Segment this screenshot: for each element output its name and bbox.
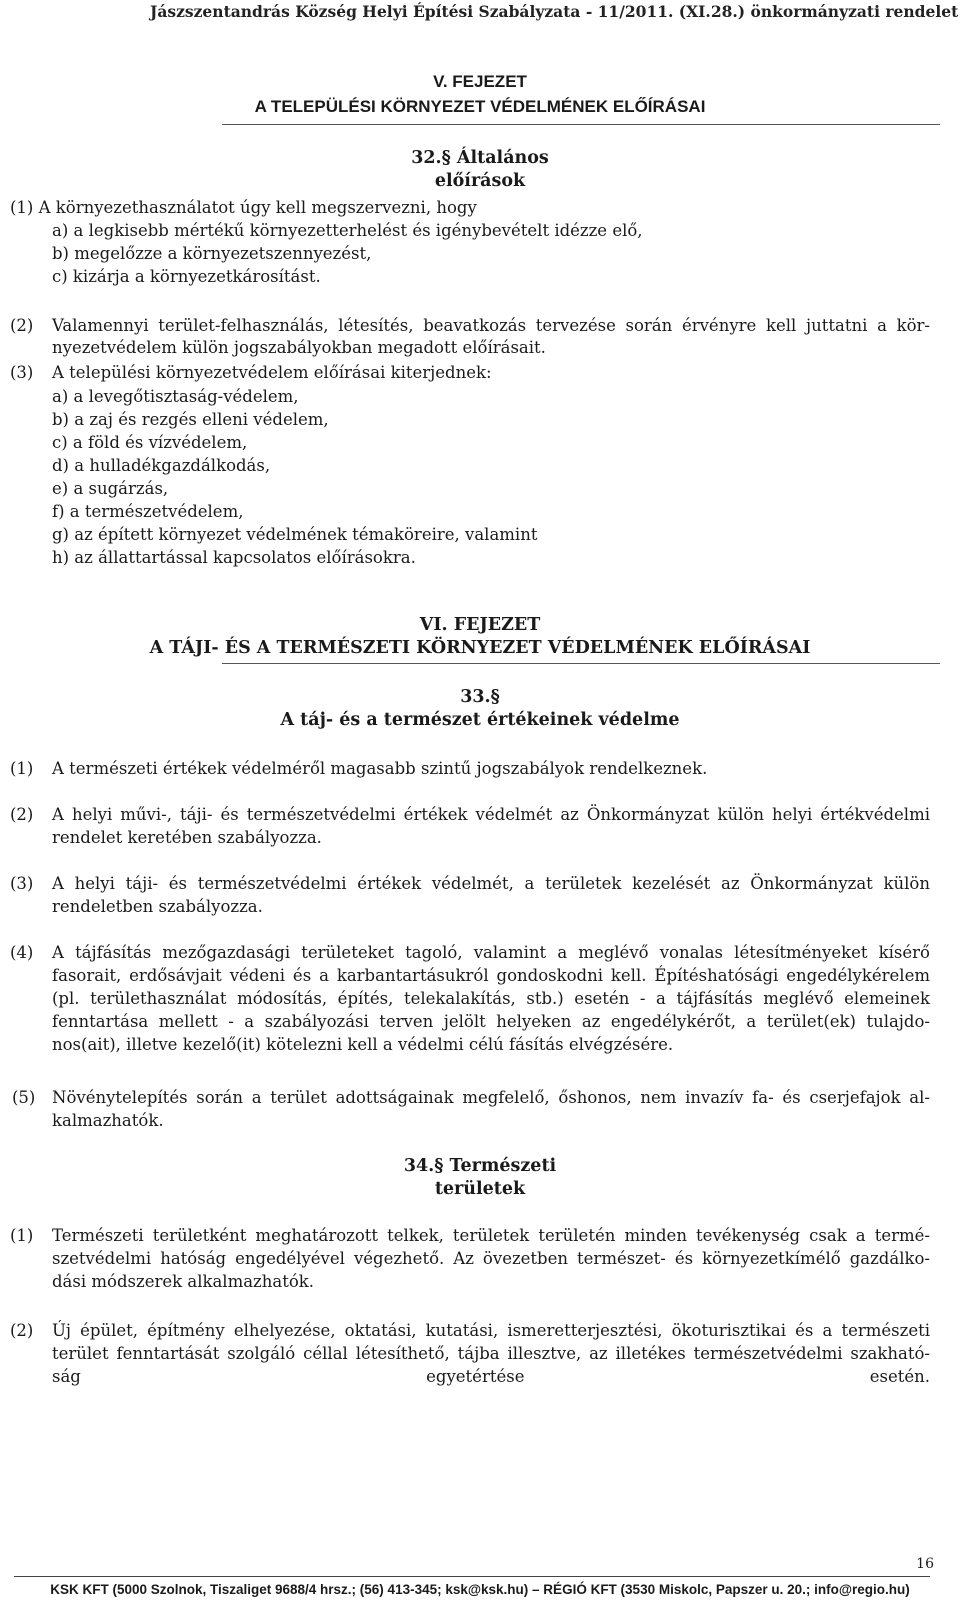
- chapter-5-rule: [222, 124, 940, 125]
- section-32-subtitle: előírások: [434, 171, 526, 191]
- s33-p2-number: (2): [10, 805, 34, 824]
- document-footer: KSK KFT (5000 Szolnok, Tiszaliget 9688/4 hrsz.; (56) 413-345; ksk@ksk.hu) – RÉGIÓ KFT (3530 Miskolc, Papszer u. 20.; info@regio.hu): [50, 1582, 910, 1597]
- s34-p2-line: terület fenntartását szolgáló céllal létesíthető, tájba illesztve, az illetékes természetvédelmi szakható-: [52, 1344, 930, 1363]
- s33-p5-line: kalmazhatók.: [52, 1111, 164, 1130]
- s34-p1-number: (1): [10, 1226, 34, 1245]
- chapter-5-number: V. FEJEZET: [433, 72, 527, 91]
- s32-p3-item: h) az állattartással kapcsolatos előírásokra.: [52, 548, 416, 567]
- s34-p2-line: Új épület, építmény elhelyezése, oktatási, kutatási, ismeretterjesztési, ökoturisztikai és a természeti: [52, 1321, 930, 1340]
- s32-p3-intro: A települési környezetvédelem előírásai kiterjednek:: [52, 363, 492, 382]
- s33-p4-line: A tájfásítás mezőgazdasági területeket tagoló, valamint a meglévő vonalas létesítményeket kísérő: [52, 943, 930, 962]
- s32-p3-item: c) a föld és vízvédelem,: [52, 433, 248, 452]
- s32-p3-item: d) a hulladékgazdálkodás,: [52, 456, 271, 475]
- s33-p4-line: fenntartása mellett - a szabályozási terven jelölt helyeken az engedélykérőt, a terület(ek) tulajdo-: [52, 1012, 930, 1031]
- s33-p3-line: rendeletben szabályozza.: [52, 897, 263, 916]
- s34-p2-number: (2): [10, 1321, 34, 1340]
- s32-p1-line: c) kizárja a környezetkárosítást.: [52, 267, 321, 286]
- s34-p1-line: szetvédelmi hatóság engedélyével végezhető. Az övezetben természet- és környezetkímélő gazdálko-: [52, 1249, 930, 1268]
- s32-p2-number: (2): [10, 316, 34, 335]
- chapter-6-rule: [222, 663, 940, 664]
- page-number: 16: [916, 1556, 934, 1572]
- chapter-5-title: A TELEPÜLÉSI KÖRNYEZET VÉDELMÉNEK ELŐÍRÁSAI: [254, 97, 706, 116]
- s32-p3-item: g) az épített környezet védelmének témaköreire, valamint: [52, 525, 538, 544]
- s33-p4-line: (pl. területhasználat módosítás, építés, telekalakítás, stb.) esetén - a tájfásítás meglévő elemeinek: [52, 989, 930, 1008]
- s33-p4-line: fasorait, erdősávjait védeni és a karbantartásukról gondoskodni kell. Építéshatósági engedélykérelem: [52, 966, 930, 985]
- s32-p2-line: nyezetvédelem külön jogszabályokban megadott előírásait.: [52, 338, 546, 357]
- section-33-title: 33.§: [460, 687, 500, 707]
- s33-p3-line: A helyi táji- és természetvédelmi értékek védelmét, a területek kezelését az Önkormányzat külön: [52, 874, 930, 893]
- s33-p5-line: Növénytelepítés során a terület adottságainak megfelelő, őshonos, nem invazív fa- és cserjefajok al-: [52, 1088, 930, 1107]
- s33-p2-line: rendelet keretében szabályozza.: [52, 828, 322, 847]
- s33-p2-line: A helyi művi-, táji- és természetvédelmi értékek védelmét az Önkormányzat külön helyi értékvédelmi: [52, 805, 930, 824]
- s33-p1-number: (1): [10, 759, 34, 778]
- s32-p2-line: Valamennyi terület-felhasználás, létesítés, beavatkozás tervezése során érvényre kell juttatni a kör-: [52, 316, 930, 335]
- s32-p3-item: f) a természetvédelem,: [52, 502, 244, 521]
- s34-p1-line: dási módszerek alkalmazhatók.: [52, 1272, 315, 1291]
- s32-p3-number: (3): [10, 363, 34, 382]
- s32-p1-line: (1) A környezethasználatot úgy kell megszervezni, hogy: [10, 198, 477, 217]
- s32-p1-line: a) a legkisebb mértékű környezetterhelést és igénybevételt idézze elő,: [52, 221, 643, 240]
- s32-p3-item: a) a levegőtisztaság-védelem,: [52, 387, 299, 406]
- footer-rule: [14, 1576, 930, 1577]
- s32-p1-line: b) megelőzze a környezetszennyezést,: [52, 244, 372, 263]
- s33-p4-number: (4): [10, 943, 34, 962]
- chapter-6-title: A TÁJI- ÉS A TERMÉSZETI KÖRNYEZET VÉDELMÉNEK ELŐÍRÁSAI: [149, 638, 811, 658]
- s33-p5-number: (5): [12, 1088, 36, 1107]
- s33-p4-line: nos(ait), illetve kezelő(it) kötelezni kell a védelmi célú fásítás elvégzésére.: [52, 1035, 674, 1054]
- s33-p1-line: A természeti értékek védelméről magasabb szintű jogszabályok rendelkeznek.: [52, 759, 708, 778]
- document-header: Jászszentandrás Község Helyi Építési Szabályzata - 11/2011. (XI.28.) önkormányzati rendelet: [150, 2, 959, 21]
- s33-p3-number: (3): [10, 874, 34, 893]
- s34-p1-line: Természeti területként meghatározott telkek, területek területén minden tevékenység csak a termé-: [52, 1226, 930, 1245]
- section-33-subtitle: A táj- és a természet értékeinek védelme: [280, 710, 680, 730]
- section-32-title: 32.§ Általános: [411, 148, 549, 168]
- s32-p3-item: e) a sugárzás,: [52, 479, 169, 498]
- s32-p3-item: b) a zaj és rezgés elleni védelem,: [52, 410, 329, 429]
- chapter-6-number: VI. FEJEZET: [419, 615, 541, 635]
- section-34-subtitle: területek: [434, 1179, 526, 1199]
- section-34-title: 34.§ Természeti: [403, 1156, 557, 1176]
- s34-p2-line: ság egyetértése esetén.: [52, 1367, 930, 1386]
